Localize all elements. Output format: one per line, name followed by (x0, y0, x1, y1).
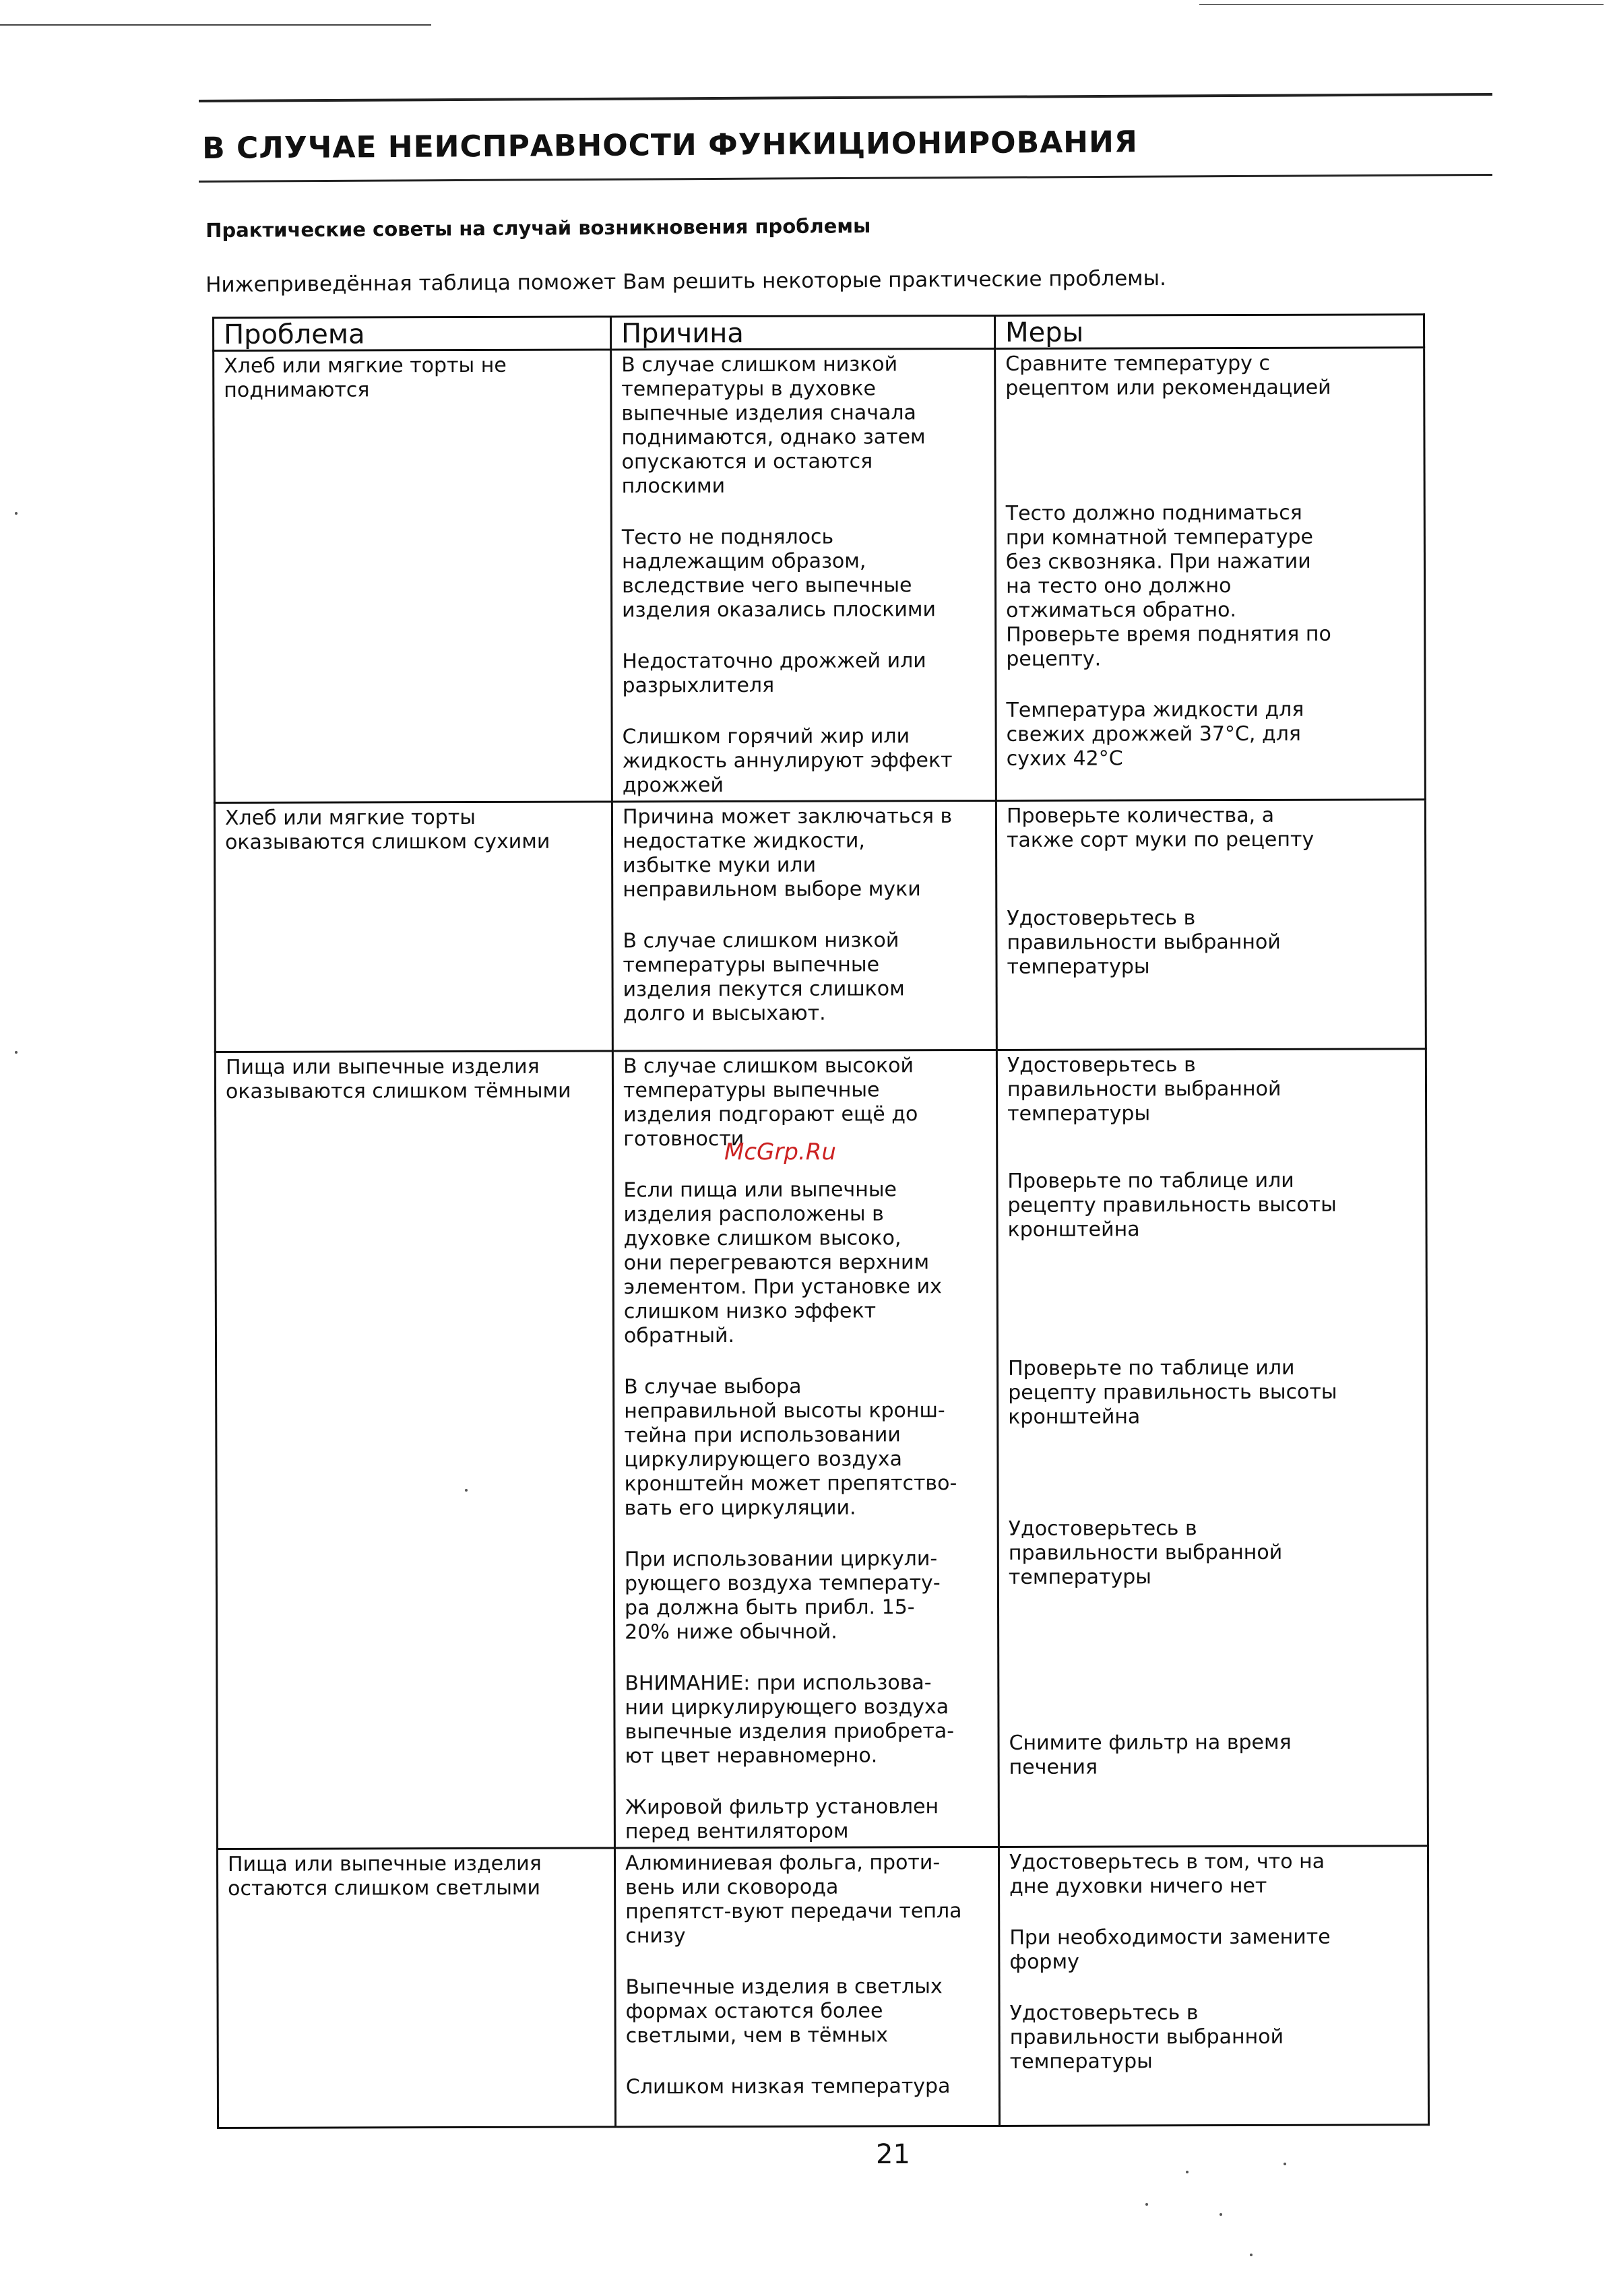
cause-text: Если пища или выпечные изделия расположены в духовке слишком высоко, они перегреваются верхним элементом. При установке их слишком низко эффект обратный. (623, 1178, 942, 1348)
scan-speck (1145, 2203, 1148, 2206)
section-subtitle: Практические советы на случай возникновения проблемы (205, 214, 871, 242)
measure-text: Снимите фильтр на время печения (1009, 1730, 1292, 1779)
cause-text: Слишком горячий жир или жидкость аннулируют эффект дрожжей (622, 724, 953, 798)
measure-text: Удостоверьтесь в правильности выбранной температуры (1008, 1517, 1283, 1589)
scan-speck (1250, 2254, 1253, 2256)
measure-text: Температура жидкости для свежих дрожжей 37°С, для сухих 42°С (1006, 697, 1304, 771)
cause-text: ВНИМАНИЕ: при использова- нии циркулирующего воздуха выпечные изделия приобрета- ют цвет неравномерно. (625, 1671, 955, 1768)
measures-cell (996, 800, 1426, 1050)
measure-text: Сравните температуру с рецептом или рекомендацией (1005, 351, 1331, 400)
scan-edge-line-right (1199, 4, 1604, 5)
cause-text: Тесто не поднялось надлежащим образом, вследствие чего выпечные изделия оказались плоскими (621, 525, 937, 623)
page-title: В СЛУЧАЕ НЕИСПРАВНОСТИ ФУНКИЦИОНИРОВАНИЯ (202, 125, 1138, 166)
cause-text: Алюминиевая фольга, проти- вень или сковорода препятст-вуют передачи тепла снизу (625, 1851, 962, 1948)
page-number: 21 (876, 2139, 910, 2170)
table-row (217, 1846, 1428, 2128)
scan-speck (15, 1051, 18, 1054)
scan-speck (15, 512, 18, 515)
cause-text: В случае слишком высокой температуры выпечные изделия подгорают ещё до готовности (623, 1054, 918, 1151)
problem-cell (214, 350, 612, 803)
measures-cell (995, 348, 1426, 801)
heading-top-rule (199, 93, 1492, 102)
problem-text: Пища или выпечные изделия остаются слишком светлыми (227, 1851, 542, 1901)
cause-text: В случае выбора неправильной высоты кронш- тейна при использовании циркулирующего воздуха кронштейн может препятство- вать его циркуляции. (624, 1374, 957, 1521)
troubleshooting-table-wrapper (212, 313, 1430, 2129)
heading-bottom-rule (199, 174, 1492, 183)
header-cause: Причина (611, 315, 995, 349)
problem-text: Хлеб или мягкие торты не поднимаются (224, 353, 507, 402)
problem-text: Пища или выпечные изделия оказываются слишком тёмными (225, 1054, 571, 1104)
cause-cell (612, 1050, 999, 1847)
measure-text: Удостоверьтесь в правильности выбранной температуры (1007, 1053, 1281, 1126)
cause-cell (611, 348, 996, 801)
table-header-row (214, 315, 1424, 351)
problem-cell (215, 1051, 614, 1849)
measure-text: Удостоверьтесь в правильности выбранной температуры (1009, 2001, 1284, 2074)
header-measures: Меры (995, 315, 1424, 349)
measure-text: Проверьте по таблице или рецепту правильность высоты кронштейна (1008, 1356, 1337, 1429)
intro-text: Нижеприведённая таблица поможет Вам решить некоторые практические проблемы. (205, 266, 1167, 297)
scan-speck (465, 1489, 468, 1492)
problem-text: Хлеб или мягкие торты оказываются слишком сухими (224, 805, 550, 854)
measure-text: Тесто должно подниматься при комнатной температуре без сквозняка. При нажатии на тесто оно должно отжиматься обратно. Проверьте время поднятия по рецепту. (1005, 501, 1331, 671)
problem-cell (217, 1848, 615, 2128)
cause-text: Недостаточно дрожжей или разрыхлителя (622, 649, 926, 698)
troubleshooting-table (212, 313, 1430, 2129)
watermark: McGrp.Ru (724, 1139, 836, 1166)
cause-text: Жировой фильтр установлен перед вентилятором (625, 1795, 939, 1844)
scan-speck (1220, 2213, 1222, 2216)
cause-text: В случае слишком низкой температуры выпечные изделия пекутся слишком долго и высыхают. (623, 928, 905, 1026)
measures-cell (996, 1049, 1428, 1847)
measure-text: Удостоверьтесь в том, что на дне духовки ничего нет (1009, 1849, 1325, 1899)
table-row (214, 800, 1426, 1052)
cause-text: В случае слишком низкой температуры в духовке выпечные изделия сначала поднимаются, однако затем опускаются и остаются плоскими (621, 352, 926, 499)
scan-speck (1284, 2163, 1286, 2165)
measures-cell (999, 1846, 1428, 2126)
cause-text: При использовании циркули- рующего воздуха температу- ра должна быть прибл. 15- 20% ниже обычной. (624, 1547, 941, 1645)
table-row (215, 1049, 1428, 1849)
cause-cell (612, 800, 996, 1050)
scan-speck (1186, 2171, 1189, 2173)
cause-cell (614, 1847, 999, 2126)
header-problem: Проблема (214, 317, 611, 351)
measure-text: Удостоверьтесь в правильности выбранной температуры (1007, 906, 1281, 979)
measure-text: При необходимости замените форму (1009, 1925, 1331, 1974)
problem-cell (214, 802, 612, 1052)
measure-text: Проверьте по таблице или рецепту правильность высоты кронштейна (1007, 1168, 1337, 1242)
cause-text: Причина может заключаться в недостатке жидкости, избытке муки или неправильном выборе муки (622, 804, 953, 902)
cause-text: Выпечные изделия в светлых формах остаются более светлыми, чем в тёмных (625, 1975, 943, 2048)
measure-text: Проверьте количества, а также сорт муки по рецепту (1006, 803, 1315, 852)
scan-edge-line-left (0, 24, 431, 26)
table-row (214, 348, 1426, 803)
cause-text: Слишком низкая температура (625, 2074, 951, 2099)
